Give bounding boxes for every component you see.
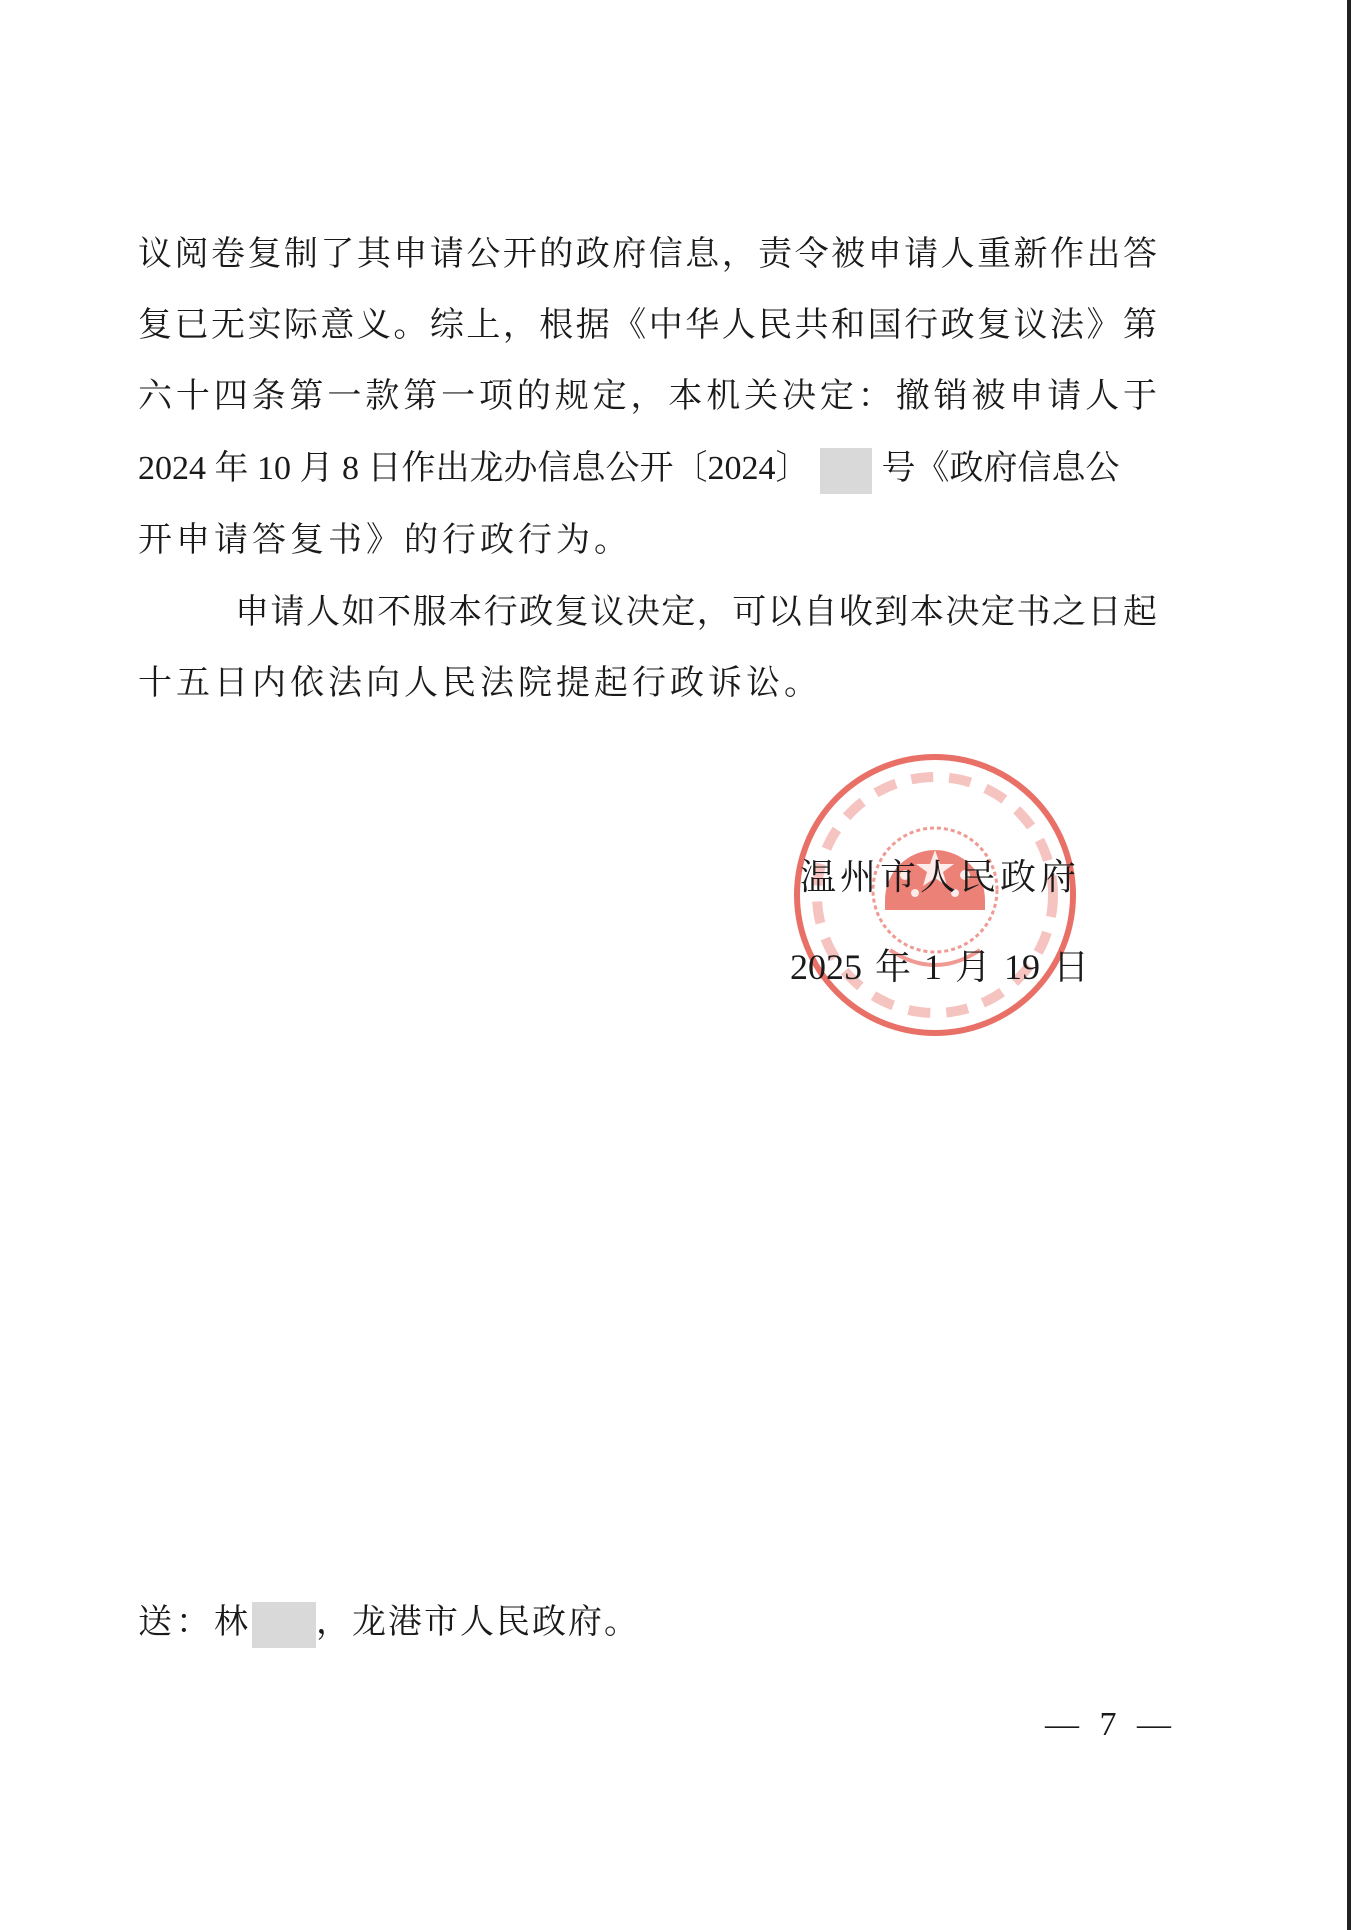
body-text: 复已无实际意义。综上，根据《中华人民共和国行政复议法》第 [138,307,1157,344]
signing-date: 2025 年 1 月 19 日 [790,947,1090,987]
redaction-box [252,1602,316,1648]
signing-organization: 温州市人民政府 [800,857,1081,897]
body-text: 开申请答复书》的行政行为。 [138,522,632,559]
page-edge-border [1347,0,1351,1930]
body-text: 十五日内依法向人民法院提起行政诉讼。 [138,665,822,702]
body-line-3 [138,372,1157,422]
body-line-7 [138,659,822,709]
body-line-5 [138,516,632,566]
cc-recipient-prefix: 送：林 [138,1604,252,1641]
body-line-6 [235,588,1157,638]
body-text: 申请人如不服本行政复议决定，可以自收到本决定书之日起 [235,594,1157,631]
cc-recipient-rest: ，龙港市人民政府。 [316,1604,640,1641]
body-line-4 [138,444,1120,494]
body-line-2 [138,301,1157,351]
body-text: 2024 年 10 月 8 日作出龙办信息公开〔2024〕 [138,450,810,487]
page-number: — 7 — [1045,1706,1177,1743]
body-text: 号《政府信息公 [881,450,1120,487]
cc-line [138,1598,640,1648]
body-text: 议阅卷复制了其申请公开的政府信息，责令被申请人重新作出答 [138,236,1157,273]
body-text: 六十四条第一款第一项的规定，本机关决定：撤销被申请人于 [138,378,1157,415]
redaction-box [820,448,872,494]
body-line-1 [138,230,1157,280]
